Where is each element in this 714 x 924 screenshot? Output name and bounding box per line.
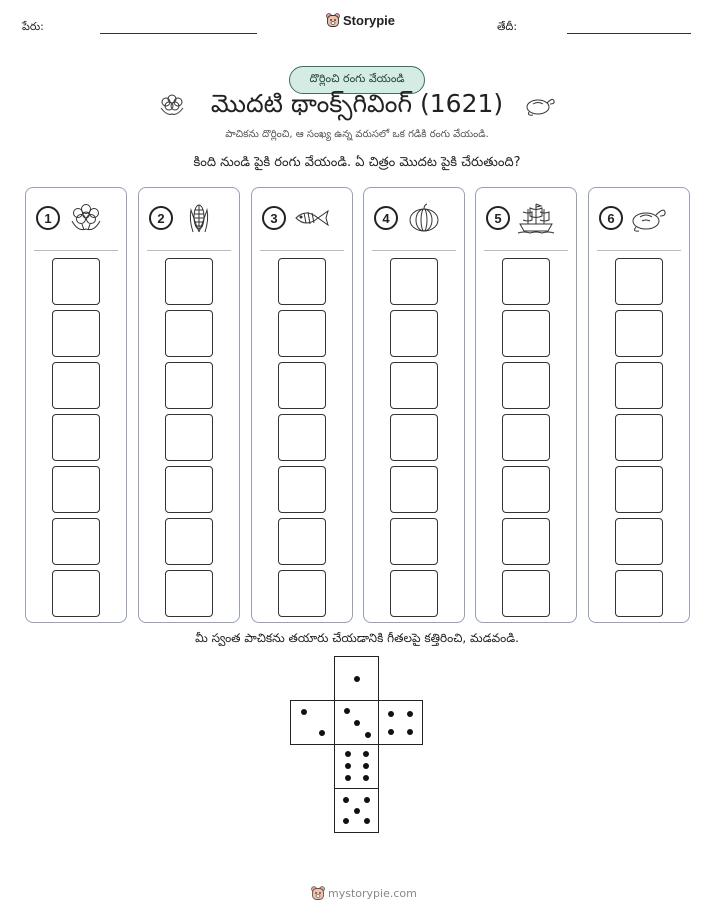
die-face-3[interactable] xyxy=(334,700,379,745)
activity-badge: దొర్లించి రంగు వేయండి xyxy=(289,66,425,94)
color-box[interactable] xyxy=(502,362,550,409)
page-title: మొదటి థాంక్స్‌గివింగ్ (1621) xyxy=(210,89,504,118)
column-1 xyxy=(25,187,127,623)
color-box[interactable] xyxy=(390,518,438,565)
color-box[interactable] xyxy=(278,414,326,461)
brand-logo xyxy=(326,13,395,28)
color-box[interactable] xyxy=(52,570,100,617)
color-box[interactable] xyxy=(278,362,326,409)
color-box[interactable] xyxy=(615,466,663,513)
color-box[interactable] xyxy=(502,258,550,305)
color-box[interactable] xyxy=(615,570,663,617)
color-box[interactable] xyxy=(165,570,213,617)
name-label: పేరు: xyxy=(22,20,44,33)
corn-icon xyxy=(179,202,219,234)
color-box[interactable] xyxy=(615,518,663,565)
instruction: కింది నుండి పైకి రంగు వేయండి. ఏ చిత్రం మొదట పైకి చేరుతుంది? xyxy=(193,155,521,170)
die-face-2[interactable] xyxy=(290,700,335,745)
column-number: 4 xyxy=(374,206,398,230)
fish-icon xyxy=(292,202,332,234)
color-box[interactable] xyxy=(502,518,550,565)
color-box[interactable] xyxy=(615,310,663,357)
column-5 xyxy=(475,187,577,623)
column-6 xyxy=(588,187,690,623)
color-box[interactable] xyxy=(390,258,438,305)
column-number: 6 xyxy=(599,206,623,230)
color-box[interactable] xyxy=(165,414,213,461)
column-number: 3 xyxy=(262,206,286,230)
color-box[interactable] xyxy=(165,310,213,357)
column-2 xyxy=(138,187,240,623)
color-box[interactable] xyxy=(615,414,663,461)
name-line[interactable] xyxy=(100,33,257,34)
date-label: తేదీ: xyxy=(497,20,518,33)
roast-turkey-icon xyxy=(629,202,669,234)
color-box[interactable] xyxy=(390,362,438,409)
column-number: 2 xyxy=(149,206,173,230)
color-box[interactable] xyxy=(278,258,326,305)
color-box[interactable] xyxy=(52,362,100,409)
die-face-1[interactable] xyxy=(334,656,379,701)
column-number: 1 xyxy=(36,206,60,230)
footer-url[interactable]: mystorypie.com xyxy=(328,887,417,900)
color-box[interactable] xyxy=(165,518,213,565)
column-3 xyxy=(251,187,353,623)
color-box[interactable] xyxy=(52,518,100,565)
color-box[interactable] xyxy=(52,310,100,357)
brand-name: Storypie xyxy=(343,13,396,28)
bear-icon xyxy=(311,886,325,901)
roast-turkey-icon xyxy=(523,92,557,118)
color-box[interactable] xyxy=(278,466,326,513)
column-number: 5 xyxy=(486,206,510,230)
color-box[interactable] xyxy=(165,466,213,513)
cut-instruction: మీ స్వంత పాచికను తయారు చేయడానికి గీతలపై కత్తిరించి, మడవండి. xyxy=(195,631,519,645)
color-box[interactable] xyxy=(502,466,550,513)
die-face-6[interactable] xyxy=(334,744,379,789)
color-box[interactable] xyxy=(615,258,663,305)
color-box[interactable] xyxy=(390,414,438,461)
color-box[interactable] xyxy=(390,310,438,357)
color-box[interactable] xyxy=(278,570,326,617)
color-box[interactable] xyxy=(52,414,100,461)
color-box[interactable] xyxy=(615,362,663,409)
color-box[interactable] xyxy=(52,466,100,513)
footer xyxy=(311,886,417,901)
column-4 xyxy=(363,187,465,623)
color-box[interactable] xyxy=(502,414,550,461)
color-box[interactable] xyxy=(165,258,213,305)
color-box[interactable] xyxy=(390,466,438,513)
color-box[interactable] xyxy=(502,570,550,617)
pumpkin-icon xyxy=(404,202,444,234)
cauliflower-icon xyxy=(66,202,106,234)
date-line[interactable] xyxy=(567,33,691,34)
bear-icon xyxy=(326,13,340,28)
mayflower-ship-icon xyxy=(516,202,556,234)
color-box[interactable] xyxy=(52,258,100,305)
subtitle: పాచికను దొర్లించి, ఆ సంఖ్య ఉన్న వరుసలో ఒక గడికి రంగు వేయండి. xyxy=(225,129,489,140)
die-face-5[interactable] xyxy=(334,788,379,833)
color-box[interactable] xyxy=(278,310,326,357)
color-box[interactable] xyxy=(502,310,550,357)
color-box[interactable] xyxy=(165,362,213,409)
die-face-4[interactable] xyxy=(378,700,423,745)
color-box[interactable] xyxy=(278,518,326,565)
color-box[interactable] xyxy=(390,570,438,617)
